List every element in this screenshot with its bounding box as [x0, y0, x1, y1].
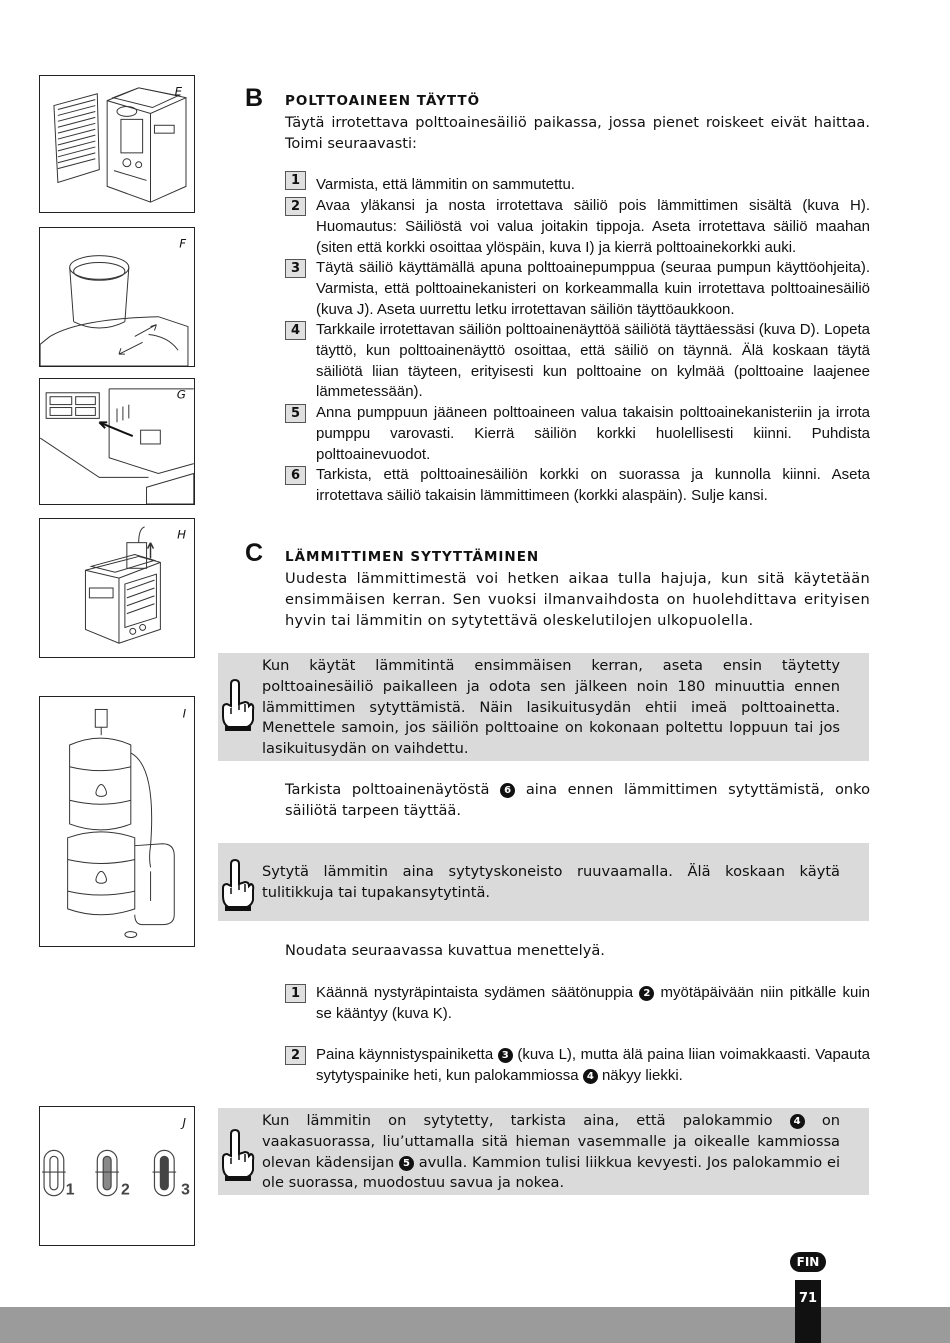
section-c-title: LÄMMITTIMEN SYTYTTÄMINEN — [285, 549, 540, 565]
step-c-2-a: Paina käynnistyspainiketta — [316, 1046, 494, 1063]
gauge-position-2: 2 — [120, 1181, 130, 1199]
step-c-2-c: näkyy liekki. — [601, 1066, 683, 1084]
step-c-2-number: 2 — [285, 1046, 306, 1065]
pointing-hand-icon — [219, 678, 255, 732]
figure-j-label: J — [182, 1115, 186, 1130]
tank-cap-illustration — [40, 228, 194, 366]
figure-e-label: E — [174, 84, 183, 99]
step-c-1-text — [316, 983, 870, 1025]
check-fuel-gauge-text — [285, 780, 870, 822]
ref-4-badge: 4 — [583, 1069, 598, 1084]
check-fuel-gauge-a: Tarkista polttoainenäytöstä — [285, 781, 490, 798]
step-b-1-number: 1 — [285, 171, 306, 190]
step-b-6-number: 6 — [285, 466, 306, 485]
fuel-pump-canister-illustration — [40, 697, 194, 946]
step-b-2-text: Avaa yläkansi ja nosta irrotettava säiliö pois lämmittimen sisältä (kuva H). Huomautus: Säiliöstä voi valua joitakin tippoja. Aseta irrotettava säiliö maahan (siten että korkki osoittaa ylöspäin, kuva I) ja kierrä polttoainekorkki auki. — [316, 197, 870, 256]
section-c-intro: Uudesta lämmittimestä voi hetken aikaa tulla hajuja, kun sitä käytetään ensimmäisen kerran. Sen vuoksi ilmanvaihdosta on huolehdittava erityisen hyvin tai lämmitin on sytytettävä oleskelutilojen ulkopuolella. — [285, 570, 870, 629]
ref-6-badge: 6 — [500, 783, 515, 798]
step-c-1-b: myötäpäivään niin pitkälle kuin se kääntyy (kuva K). — [316, 984, 870, 1022]
procedure-intro: Noudata seuraavassa kuvattua menettelyä. — [285, 942, 605, 959]
figure-g-label: G — [176, 387, 186, 402]
step-b-3-text: Täytä säiliö käyttämällä apuna polttoainepumppua (seuraa pumpun käyttöohjeita). Varmista, että polttoainekanisteri on korkeammalla kuin irrotettava polttoainesäiliö (kuva J). Aseta uurrettu letku irrotettavan säiliön täyttöaukkoon. — [316, 259, 870, 318]
figure-h-label: H — [177, 527, 186, 542]
figure-j — [39, 1106, 195, 1246]
step-c-2-text — [316, 1045, 870, 1087]
section-c-letter: C — [245, 539, 264, 567]
figure-h — [39, 518, 195, 658]
pointing-hand-icon — [219, 858, 255, 912]
page-number: 71 — [798, 1291, 818, 1306]
step-c-1-number: 1 — [285, 984, 306, 1003]
gauge-position-3: 3 — [181, 1181, 190, 1199]
note3-b: on vaakasuorassa, liu’uttamalla sitä hieman vasemmalle ja oikealle kammiossa olevan kädensijan — [262, 1112, 840, 1171]
gauge-position-1: 1 — [65, 1181, 75, 1199]
ref-3-badge: 3 — [498, 1048, 513, 1063]
step-b-5-text: Anna pumppuun jääneen polttoaineen valua takaisin polttoainekanisteriin ja irrota pumppu varovasti. Kierrä säiliön korkki huolellisesti kiinni. Puhdista polttoainevuodot. — [316, 404, 870, 463]
note-combustion-chamber-text — [262, 1111, 840, 1194]
step-b-5-number: 5 — [285, 404, 306, 423]
page-number-tab — [795, 1280, 821, 1343]
heater-open-lid-illustration — [40, 76, 194, 212]
figure-g — [39, 378, 195, 505]
figure-i-label: I — [182, 706, 187, 721]
step-b-2-number: 2 — [285, 197, 306, 216]
tank-removal-illustration — [40, 519, 194, 657]
note-ignition-text: Sytytä lämmitin aina sytytyskoneisto ruuvaamalla. Älä koskaan käytä tulitikkuja tai tupakansytytintä. — [262, 863, 840, 901]
ref-2-badge: 2 — [639, 986, 654, 1001]
step-c-2-b: (kuva L), mutta älä paina liian voimakkaasti. Vapauta sytytyspainike heti, kun palokammiossa — [316, 1046, 871, 1084]
fuel-gauge-positions-illustration — [40, 1107, 194, 1245]
step-b-1-text: Varmista, että lämmitin on sammutettu. — [316, 176, 575, 193]
language-badge: FIN — [790, 1252, 826, 1272]
figure-e — [39, 75, 195, 213]
pointing-hand-icon — [219, 1128, 255, 1182]
step-b-6-text: Tarkista, että polttoainesäiliön korkki on suorassa ja kunnolla kiinni. Aseta irrotettava säiliö takaisin lämmittimeen (korkki alaspäin). Sulje kansi. — [316, 466, 870, 504]
note-first-use-text: Kun käytät lämmitintä ensimmäisen kerran, aseta ensin täytetty polttoainesäiliö paikalleen ja odota sen jälkeen noin 180 minuuttia ennen lämmittimen sytyttämistä. Näin lasikuitusydän ehtii imeä polttoainetta. Menettele samoin, jos säiliön polttoaine on kokonaan poltettu loppuun tai jos lasikuitusydän on vaihdettu. — [262, 657, 840, 758]
figure-f — [39, 227, 195, 367]
ref-5-badge: 5 — [399, 1156, 414, 1171]
section-b-letter: B — [245, 84, 264, 112]
step-b-3-number: 3 — [285, 259, 306, 278]
step-c-1-a: Käännä nystyräpintaista sydämen säätönuppia — [316, 984, 634, 1001]
ref-4-badge: 4 — [790, 1114, 805, 1129]
note3-c: avulla. Kammion tulisi liikkua kevyesti. Jos palokammio ei ole suorassa, muodostuu savua ja nokea. — [262, 1153, 841, 1192]
check-fuel-gauge-b: aina ennen lämmittimen sytyttämistä, onko säiliötä tarpeen täyttää. — [285, 781, 871, 819]
battery-compartment-illustration — [40, 379, 194, 504]
figure-f-label: F — [179, 236, 186, 251]
figure-i — [39, 696, 195, 947]
section-b-title: POLTTOAINEEN TÄYTTÖ — [285, 93, 481, 109]
section-b-intro: Täytä irrotettava polttoainesäiliö paikassa, jossa pienet roiskeet eivät haittaa. Toimi seuraavasti: — [285, 114, 870, 152]
step-b-4-number: 4 — [285, 321, 306, 340]
note3-a: Kun lämmitin on sytytetty, tarkista aina, että palokammio — [262, 1112, 773, 1129]
step-b-4-text: Tarkkaile irrotettavan säiliön polttoainenäyttöä säiliötä täyttäessäsi (kuva D). Lopeta täyttö, kun polttoainenäyttö osoittaa, että säiliö on täynnä. Älä koskaan täytä säiliötä liian täyteen, erityisesti kun polttoaine on kylmää (polttoaine laajenee lämmetessään). — [316, 321, 870, 401]
